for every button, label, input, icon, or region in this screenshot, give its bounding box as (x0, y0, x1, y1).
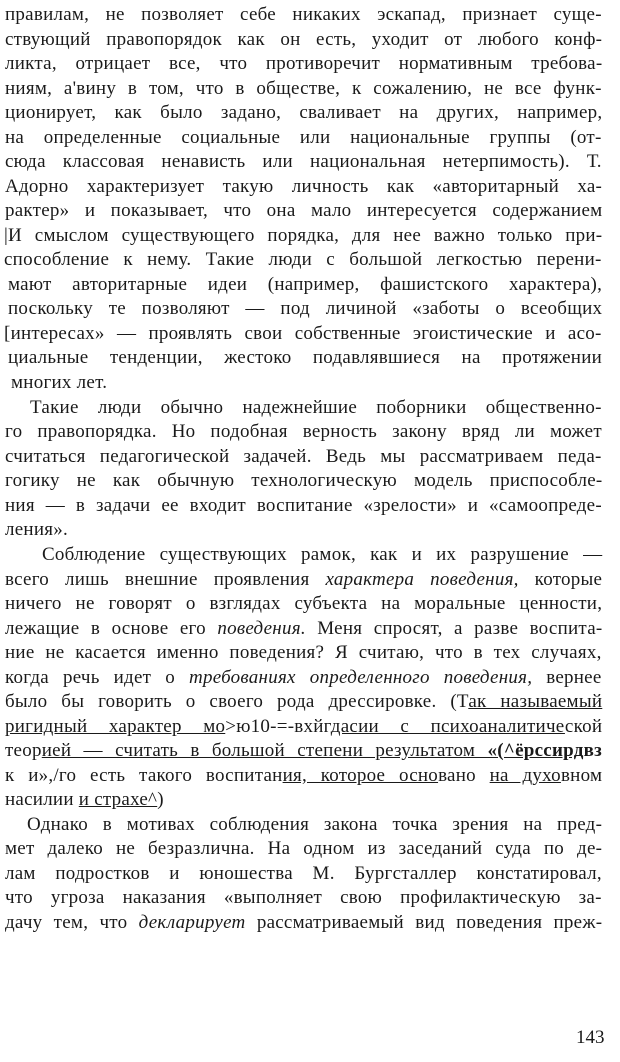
text-run: что угроза наказания «выполняет свою профилактическую за- (5, 887, 602, 908)
text-run: теор (5, 740, 42, 761)
text-line (5, 788, 164, 812)
text-run: Такие люди обычно надежнейшие поборники общественно- (30, 397, 602, 418)
text-line (4, 224, 602, 248)
text-run: ления». (5, 519, 68, 540)
text-run: Адорно характеризует такую личность как «авторитарный ха- (5, 176, 603, 197)
text-run: поскольку те позволяют — под личиной «заботы о всеобщих (8, 298, 603, 319)
text-run: мет далеко не безразлична. На одном из заседаний суда по де- (5, 838, 603, 859)
text-run: к и»,/го есть такого воспитан (5, 765, 283, 786)
text-line (5, 862, 602, 886)
text-line (4, 248, 602, 272)
text-line (27, 813, 602, 837)
text-run: ликта, отрицает все, что противоречит нормативным требова- (5, 53, 603, 74)
text-line (5, 126, 602, 150)
text-line (5, 666, 602, 690)
text-line (5, 764, 602, 788)
text-run: поведения. (217, 618, 306, 639)
text-line (11, 371, 107, 395)
text-run: ния — в задачи ее входит воспитание «зрелости» и «самоопреде- (5, 495, 602, 516)
text-run: ционирует, как было задано, сваливает на других, например, (5, 102, 603, 123)
text-run: [интересах» — проявлять свои собственные эгоистические и асо- (4, 323, 602, 344)
text-run: было бы говорить о своего рода дрессировке. (Т (5, 691, 469, 712)
text-line (5, 641, 602, 665)
text-line (5, 715, 602, 739)
text-run: многих лет. (11, 372, 108, 393)
text-run: которые (518, 569, 603, 590)
text-run: на определенные социальные или национальные группы (от- (5, 127, 602, 148)
text-run: Соблюдение существующих рамок, как и их разрушение — (42, 544, 603, 565)
text-run: вано (438, 765, 490, 786)
text-run: способление к нему. Такие люди с большой легкостью перени- (4, 249, 602, 270)
text-run: ия, которое осно (282, 765, 439, 786)
text-run: считаться педагогической задачей. Ведь мы рассматриваем педа- (5, 446, 602, 467)
text-line (5, 28, 602, 52)
text-line (5, 77, 602, 101)
text-run: >ю10-=-вхйг (225, 716, 331, 737)
text-run: ствующий правопорядок как он есть, уходит от любого конф- (5, 29, 603, 50)
text-run: ничего не говорят о взглядах субъекта на моральные ценности, (5, 593, 603, 614)
text-line (4, 322, 602, 346)
text-run: насилии (5, 789, 79, 810)
text-run: вз (583, 740, 602, 761)
text-run: вернее (532, 667, 602, 688)
text-run: ние не касается именно поведения? Я считаю, что в тех случаях, (5, 642, 602, 663)
text-run: дасии с психоаналитиче (330, 716, 565, 737)
text-run: сюда классовая ненависть или национальная нетерпимость). Т. (5, 151, 602, 172)
text-run: характера поведения, (325, 569, 519, 590)
text-run: ниям, а'вину в том, что в обществе, к сожалению, не все функ- (5, 78, 602, 99)
text-run: правилам, не позволяет себе никаких эскапад, признает суще- (5, 4, 602, 25)
text-run: на духо (489, 765, 561, 786)
text-run: мают авторитарные идеи (например, фашистского характера), (8, 274, 603, 295)
text-line (5, 568, 602, 592)
text-line (5, 494, 602, 518)
text-run: лежащие в основе его (5, 618, 218, 639)
text-line (5, 199, 602, 223)
text-run: дачу тем, что (5, 912, 139, 933)
text-run: |И смыслом существующего порядка, для нее важно только при- (4, 225, 603, 246)
text-line (5, 886, 602, 910)
text-run: ией — считать в большой степени результатом (41, 740, 488, 761)
text-run: ) (157, 789, 164, 810)
text-run: го правопорядка. Но подобная верность закону вряд ли может (5, 421, 602, 442)
text-run: ак называемый (468, 691, 603, 712)
text-run: всего лишь внешние проявления (5, 569, 326, 590)
text-line (8, 297, 602, 321)
text-run: Меня спросят, а разве воспита- (305, 618, 603, 639)
text-run: ригидный характер мо (5, 716, 226, 737)
text-line (5, 175, 602, 199)
text-line (30, 396, 602, 420)
text-run: Однако в мотивах соблюдения закона точка зрения на пред- (27, 814, 603, 835)
text-run: когда речь идет о (5, 667, 189, 688)
text-line (42, 543, 602, 567)
text-line (8, 273, 602, 297)
text-run: лам подростков и юношества М. Бургсталлер констатировал, (5, 863, 602, 884)
text-line (5, 469, 602, 493)
text-line (5, 52, 602, 76)
text-line (5, 101, 602, 125)
text-run: рассматриваемый вид поведения преж- (245, 912, 603, 933)
text-line (5, 3, 602, 27)
text-run: требованиях определенного поведения, (188, 667, 533, 688)
text-run: «(^ёрссирд (487, 740, 584, 761)
text-run: гогику не как обычную технологическую модель приспособле- (5, 470, 603, 491)
text-run: декларирует (138, 912, 246, 933)
text-run: циальные тенденции, жестоко подавлявшиеся на протяжении (8, 347, 603, 368)
text-line (5, 420, 602, 444)
text-run: и страхе^ (78, 789, 158, 810)
text-line (8, 346, 602, 370)
text-line (5, 911, 602, 935)
text-line (5, 445, 602, 469)
text-line (5, 518, 68, 542)
text-line (5, 150, 602, 174)
text-line (5, 617, 602, 641)
text-line (5, 837, 602, 861)
page-number: 143 (576, 1027, 605, 1048)
text-run: рактер» и показывает, что она мало интересуется содержанием (5, 200, 603, 221)
text-line (5, 592, 602, 616)
text-line (5, 739, 602, 763)
text-run: вном (560, 765, 603, 786)
text-run: ской (564, 716, 603, 737)
text-line (5, 690, 602, 714)
